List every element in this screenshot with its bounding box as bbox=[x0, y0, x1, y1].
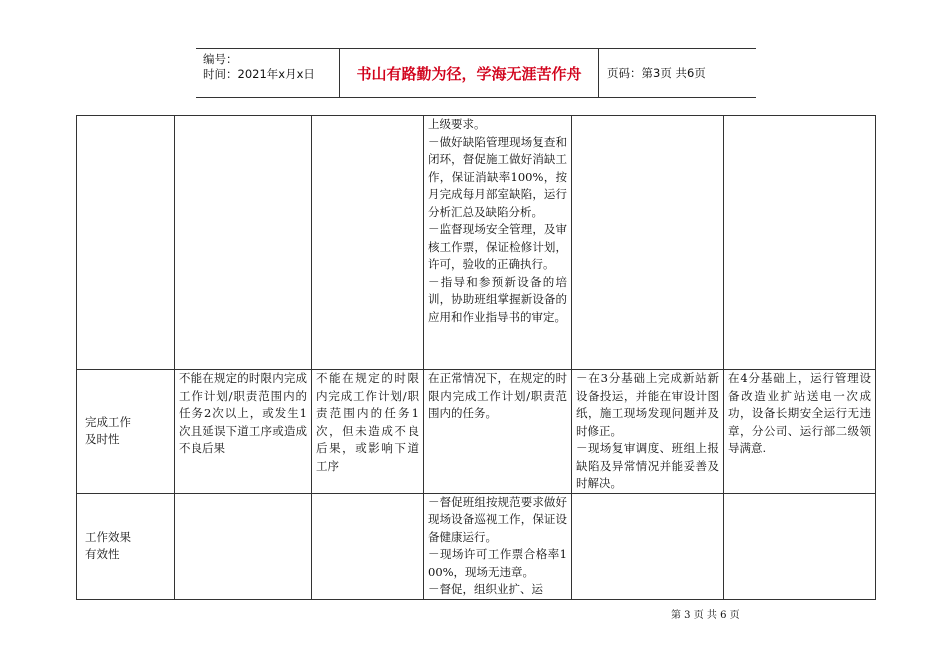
table-cell bbox=[572, 116, 724, 370]
table-cell bbox=[175, 116, 312, 370]
table-cell bbox=[312, 493, 424, 599]
table-cell bbox=[175, 493, 312, 599]
table-cell: 上级要求。 －做好缺陷管理现场复查和闭环，督促施工做好消缺工作，保证消缺率100%，按月完成每月部室缺陷，运行分析汇总及缺陷分析。 －监督现场安全管理，及审核工作票，保证检修计划，许可，验收的正确执行。 －指导和参预新设备的培训，协助班组掌握新设备的应用和作业指导书的审定。 bbox=[424, 116, 572, 370]
table-row bbox=[77, 370, 876, 494]
table-cell: －在3分基础上完成新站新设备投运，并能在审设计图纸，施工现场发现问题并及时修正。 －现场复审调度、班组上报缺陷及异常情况并能妥善及时解决。 bbox=[572, 370, 724, 494]
table-cell: 不能在规定的时限内完成工作计划/职责范围内的任务2次以上，或发生1次且延误下道工序或造成不良后果 bbox=[175, 370, 312, 494]
row-label: 工作效果 有效性 bbox=[77, 493, 175, 599]
header-meta bbox=[196, 49, 340, 97]
page-footer: 第 3 页 共 6 页 bbox=[671, 610, 740, 621]
table-cell: －督促班组按规范要求做好现场设备巡视工作，保证设备健康运行。 －现场许可工作票合格率100%，现场无违章。 －督促，组织业扩、运 bbox=[424, 493, 572, 599]
page-code-text: 页码：第3页 共6页 bbox=[607, 66, 706, 80]
table-cell bbox=[312, 116, 424, 370]
header-motto-cell bbox=[340, 49, 599, 97]
page-header bbox=[196, 48, 756, 98]
table-row bbox=[77, 116, 876, 370]
table-cell: 在正常情况下，在规定的时限内完成工作计划/职责范围内的任务。 bbox=[424, 370, 572, 494]
table-cell bbox=[572, 493, 724, 599]
number-label: 编号： bbox=[203, 52, 238, 66]
assessment-table bbox=[76, 115, 876, 600]
table-cell bbox=[724, 116, 876, 370]
row-label: 完成工作 及时性 bbox=[77, 370, 175, 494]
row-label bbox=[77, 116, 175, 370]
motto-text: 书山有路勤为径，学海无涯苦作舟 bbox=[356, 64, 582, 83]
time-label: 时间：2021年x月x日 bbox=[203, 67, 315, 81]
table-row bbox=[77, 493, 876, 599]
table-cell bbox=[724, 493, 876, 599]
table-cell: 在4分基础上，运行管理设备改造业扩站送电一次成功，设备长期安全运行无违章，分公司、运行部二级领导满意. bbox=[724, 370, 876, 494]
header-page-code bbox=[599, 49, 756, 97]
table-cell: 不能在规定的时限内完成工作计划/职责范围内的任务1次，但未造成不良后果，或影响下道工序 bbox=[312, 370, 424, 494]
